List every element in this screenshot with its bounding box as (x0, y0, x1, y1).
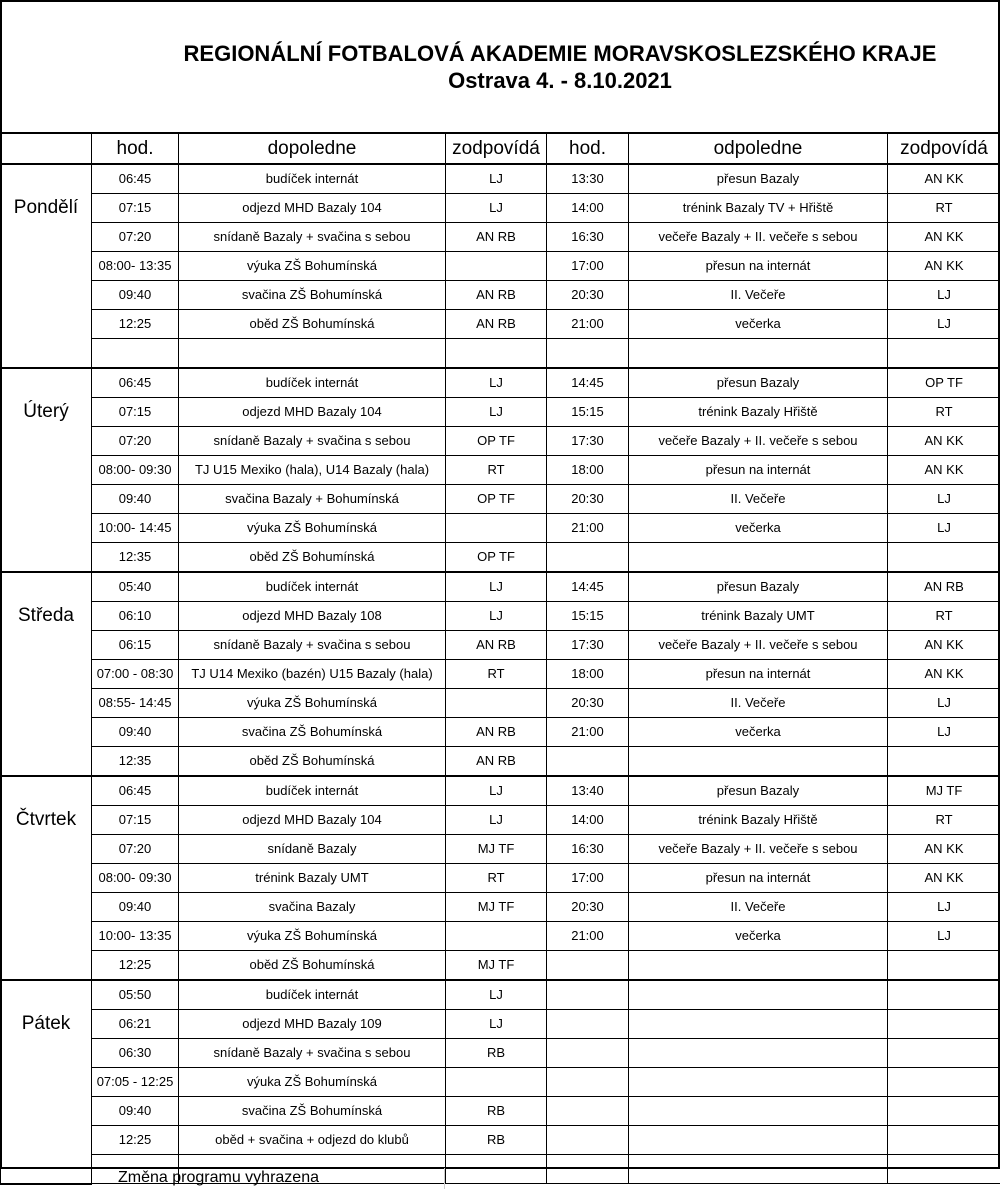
day-name: Čtvrtek (1, 806, 92, 835)
time-am: 07:00 - 08:30 (92, 660, 179, 689)
activity-pm: večerka (629, 310, 888, 339)
schedule-row (1, 602, 1000, 631)
responsible-am: RB (446, 1126, 547, 1155)
responsible-pm: MJ TF (888, 776, 1000, 806)
day-name: Pondělí (1, 194, 92, 223)
responsible-pm: AN RB (888, 572, 1000, 602)
activity-am: výuka ZŠ Bohumínská (179, 1068, 446, 1097)
time-am: 07:20 (92, 427, 179, 456)
time-pm: 18:00 (547, 660, 629, 689)
day-cell (1, 893, 92, 922)
activity-pm (629, 339, 888, 369)
activity-am: snídaně Bazaly + svačina s sebou (179, 223, 446, 252)
schedule-row (1, 951, 1000, 981)
responsible-pm: AN KK (888, 252, 1000, 281)
responsible-am (446, 1068, 547, 1097)
day-cell (1, 427, 92, 456)
responsible-am (446, 252, 547, 281)
responsible-pm: RT (888, 806, 1000, 835)
responsible-pm: LJ (888, 281, 1000, 310)
responsible-pm (888, 339, 1000, 369)
activity-pm: večeře Bazaly + II. večeře s sebou (629, 631, 888, 660)
time-pm: 13:40 (547, 776, 629, 806)
time-am: 09:40 (92, 485, 179, 514)
day-cell (1, 980, 92, 1010)
time-pm: 15:15 (547, 398, 629, 427)
responsible-am: LJ (446, 572, 547, 602)
responsible-pm: RT (888, 194, 1000, 223)
time-am: 06:45 (92, 164, 179, 194)
time-pm: 21:00 (547, 310, 629, 339)
time-am: 08:00- 13:35 (92, 252, 179, 281)
activity-pm: trénink Bazaly UMT (629, 602, 888, 631)
time-am: 12:25 (92, 310, 179, 339)
schedule-row (1, 310, 1000, 339)
day-cell (1, 164, 92, 194)
time-am: 12:35 (92, 543, 179, 573)
responsible-pm: RT (888, 398, 1000, 427)
schedule-row (1, 456, 1000, 485)
header-hour-am: hod. (92, 133, 179, 164)
activity-pm (629, 1010, 888, 1039)
time-pm: 20:30 (547, 689, 629, 718)
responsible-pm: AN KK (888, 164, 1000, 194)
responsible-am: OP TF (446, 427, 547, 456)
responsible-am: OP TF (446, 543, 547, 573)
activity-pm: přesun Bazaly (629, 164, 888, 194)
day-cell (1, 718, 92, 747)
day-cell (1, 339, 92, 369)
day-cell (1, 514, 92, 543)
header-responsible-pm: zodpovídá (888, 133, 1000, 164)
time-pm (547, 1126, 629, 1155)
activity-am: budíček internát (179, 164, 446, 194)
activity-pm (629, 1126, 888, 1155)
responsible-am: AN RB (446, 281, 547, 310)
activity-pm: večerka (629, 514, 888, 543)
activity-am: budíček internát (179, 980, 446, 1010)
time-am: 07:05 - 12:25 (92, 1068, 179, 1097)
responsible-am: AN RB (446, 310, 547, 339)
activity-pm (629, 1068, 888, 1097)
responsible-pm (888, 1097, 1000, 1126)
responsible-am: LJ (446, 164, 547, 194)
responsible-pm: AN KK (888, 660, 1000, 689)
day-cell (1, 689, 92, 718)
time-am: 07:20 (92, 835, 179, 864)
responsible-pm (888, 951, 1000, 981)
responsible-pm: LJ (888, 922, 1000, 951)
responsible-pm: RT (888, 602, 1000, 631)
day-cell (1, 1126, 92, 1155)
schedule-row (1, 776, 1000, 806)
day-cell (1, 922, 92, 951)
time-pm: 17:00 (547, 864, 629, 893)
responsible-pm: LJ (888, 893, 1000, 922)
activity-pm: trénink Bazaly Hřiště (629, 398, 888, 427)
activity-pm: večeře Bazaly + II. večeře s sebou (629, 223, 888, 252)
day-cell (1, 1068, 92, 1097)
responsible-am: RT (446, 456, 547, 485)
day-header (1, 133, 92, 164)
footer-note: Změna programu vyhrazena (118, 1169, 319, 1186)
header-afternoon: odpoledne (629, 133, 888, 164)
responsible-pm (888, 747, 1000, 777)
time-pm: 13:30 (547, 164, 629, 194)
responsible-pm: LJ (888, 485, 1000, 514)
day-cell (1, 223, 92, 252)
time-pm (547, 1155, 629, 1184)
responsible-pm: OP TF (888, 368, 1000, 398)
schedule-row (1, 281, 1000, 310)
schedule-row (1, 864, 1000, 893)
activity-pm: přesun na internát (629, 252, 888, 281)
schedule-row (1, 223, 1000, 252)
schedule-row (1, 893, 1000, 922)
time-am: 05:50 (92, 980, 179, 1010)
responsible-am: RB (446, 1097, 547, 1126)
activity-am: svačina ZŠ Bohumínská (179, 281, 446, 310)
time-am: 08:55- 14:45 (92, 689, 179, 718)
time-am: 08:00- 09:30 (92, 864, 179, 893)
time-am: 09:40 (92, 281, 179, 310)
schedule-row (1, 1126, 1000, 1155)
activity-pm (629, 747, 888, 777)
schedule-row (1, 1068, 1000, 1097)
time-am: 06:45 (92, 368, 179, 398)
day-cell (1, 776, 92, 806)
responsible-pm: LJ (888, 514, 1000, 543)
activity-am: výuka ZŠ Bohumínská (179, 689, 446, 718)
time-am: 07:15 (92, 398, 179, 427)
schedule-row (1, 980, 1000, 1010)
time-am: 12:25 (92, 951, 179, 981)
activity-pm: večerka (629, 718, 888, 747)
footer-divider (444, 1168, 445, 1189)
responsible-pm (888, 1126, 1000, 1155)
time-am (92, 339, 179, 369)
schedule-row (1, 1097, 1000, 1126)
time-pm: 14:45 (547, 368, 629, 398)
activity-am: oběd ZŠ Bohumínská (179, 310, 446, 339)
time-am: 08:00- 09:30 (92, 456, 179, 485)
activity-am: oběd ZŠ Bohumínská (179, 747, 446, 777)
time-am: 06:21 (92, 1010, 179, 1039)
activity-pm (629, 1097, 888, 1126)
responsible-pm (888, 1039, 1000, 1068)
activity-am: svačina Bazaly (179, 893, 446, 922)
time-pm: 20:30 (547, 281, 629, 310)
activity-pm (629, 980, 888, 1010)
header-hour-pm: hod. (547, 133, 629, 164)
day-cell (1, 310, 92, 339)
schedule-row (1, 368, 1000, 398)
schedule-row (1, 194, 1000, 223)
time-pm: 21:00 (547, 922, 629, 951)
day-cell (1, 485, 92, 514)
time-pm (547, 1010, 629, 1039)
time-pm: 18:00 (547, 456, 629, 485)
day-cell (1, 281, 92, 310)
responsible-am (446, 922, 547, 951)
activity-am: budíček internát (179, 368, 446, 398)
responsible-am: LJ (446, 368, 547, 398)
activity-pm: večeře Bazaly + II. večeře s sebou (629, 427, 888, 456)
activity-pm: přesun na internát (629, 660, 888, 689)
time-am: 07:15 (92, 806, 179, 835)
day-name: Úterý (1, 398, 92, 427)
time-am: 06:10 (92, 602, 179, 631)
responsible-pm: LJ (888, 718, 1000, 747)
time-pm: 20:30 (547, 893, 629, 922)
responsible-pm (888, 543, 1000, 573)
day-cell (1, 864, 92, 893)
responsible-pm: AN KK (888, 223, 1000, 252)
activity-am: snídaně Bazaly + svačina s sebou (179, 427, 446, 456)
day-cell (1, 631, 92, 660)
activity-am: oběd ZŠ Bohumínská (179, 951, 446, 981)
schedule-row (1, 1039, 1000, 1068)
time-pm: 20:30 (547, 485, 629, 514)
schedule-row (1, 806, 1000, 835)
day-cell (1, 368, 92, 398)
responsible-am: OP TF (446, 485, 547, 514)
time-pm: 21:00 (547, 514, 629, 543)
activity-pm (629, 1039, 888, 1068)
activity-am: výuka ZŠ Bohumínská (179, 514, 446, 543)
schedule-row (1, 718, 1000, 747)
activity-pm: přesun na internát (629, 456, 888, 485)
schedule-row (1, 689, 1000, 718)
responsible-pm: AN KK (888, 835, 1000, 864)
activity-pm (629, 951, 888, 981)
responsible-am: MJ TF (446, 893, 547, 922)
responsible-am: MJ TF (446, 951, 547, 981)
time-pm: 14:00 (547, 806, 629, 835)
time-am: 10:00- 14:45 (92, 514, 179, 543)
time-am: 09:40 (92, 718, 179, 747)
activity-pm: přesun Bazaly (629, 368, 888, 398)
time-pm: 17:00 (547, 252, 629, 281)
schedule-row (1, 660, 1000, 689)
day-cell (1, 1097, 92, 1126)
activity-am: výuka ZŠ Bohumínská (179, 252, 446, 281)
schedule-row (1, 427, 1000, 456)
responsible-am (446, 689, 547, 718)
responsible-am: AN RB (446, 747, 547, 777)
schedule-table (0, 132, 1000, 1185)
responsible-pm: AN KK (888, 631, 1000, 660)
activity-pm (629, 1155, 888, 1184)
schedule-row (1, 835, 1000, 864)
activity-pm: večerka (629, 922, 888, 951)
activity-am: svačina ZŠ Bohumínská (179, 1097, 446, 1126)
responsible-pm: LJ (888, 310, 1000, 339)
time-pm: 16:30 (547, 223, 629, 252)
schedule-body (1, 164, 1000, 1184)
activity-pm (629, 543, 888, 573)
time-am: 07:15 (92, 194, 179, 223)
time-pm: 14:00 (547, 194, 629, 223)
day-cell (1, 543, 92, 573)
responsible-pm: AN KK (888, 864, 1000, 893)
header-morning: dopoledne (179, 133, 446, 164)
day-cell (1, 951, 92, 981)
responsible-am: RT (446, 864, 547, 893)
time-pm (547, 980, 629, 1010)
responsible-am: AN RB (446, 718, 547, 747)
activity-pm: přesun Bazaly (629, 776, 888, 806)
title-place-date: Ostrava 4. - 8.10.2021 (448, 68, 672, 93)
responsible-pm: AN KK (888, 456, 1000, 485)
activity-pm: večeře Bazaly + II. večeře s sebou (629, 835, 888, 864)
day-name: Pátek (1, 1010, 92, 1039)
responsible-am: LJ (446, 980, 547, 1010)
time-pm (547, 1068, 629, 1097)
day-cell (1, 747, 92, 777)
time-am: 06:15 (92, 631, 179, 660)
time-am: 12:25 (92, 1126, 179, 1155)
responsible-am: RT (446, 660, 547, 689)
day-cell (1, 456, 92, 485)
time-am: 07:20 (92, 223, 179, 252)
time-pm: 16:30 (547, 835, 629, 864)
time-pm: 21:00 (547, 718, 629, 747)
time-pm (547, 1097, 629, 1126)
activity-am: snídaně Bazaly + svačina s sebou (179, 1039, 446, 1068)
time-pm (547, 1039, 629, 1068)
activity-pm: trénink Bazaly TV + Hřiště (629, 194, 888, 223)
time-pm: 17:30 (547, 631, 629, 660)
activity-am: snídaně Bazaly (179, 835, 446, 864)
responsible-am (446, 514, 547, 543)
time-pm: 15:15 (547, 602, 629, 631)
activity-am: oběd ZŠ Bohumínská (179, 543, 446, 573)
responsible-pm: LJ (888, 689, 1000, 718)
schedule-row (1, 747, 1000, 777)
time-am: 09:40 (92, 893, 179, 922)
time-am: 12:35 (92, 747, 179, 777)
activity-am: budíček internát (179, 776, 446, 806)
activity-am (179, 339, 446, 369)
responsible-am (446, 1155, 547, 1184)
activity-am: oběd + svačina + odjezd do klubů (179, 1126, 446, 1155)
responsible-am (446, 339, 547, 369)
responsible-pm (888, 980, 1000, 1010)
schedule-row (1, 252, 1000, 281)
time-am: 06:45 (92, 776, 179, 806)
day-cell (1, 835, 92, 864)
activity-am: TJ U14 Mexiko (bazén) U15 Bazaly (hala) (179, 660, 446, 689)
header-row (1, 133, 1000, 164)
time-pm (547, 543, 629, 573)
responsible-am: LJ (446, 194, 547, 223)
schedule-row (1, 485, 1000, 514)
responsible-am: AN RB (446, 223, 547, 252)
activity-am: odjezd MHD Bazaly 109 (179, 1010, 446, 1039)
responsible-am: LJ (446, 398, 547, 427)
day-cell (1, 660, 92, 689)
time-am: 06:30 (92, 1039, 179, 1068)
schedule-row (1, 543, 1000, 573)
activity-pm: trénink Bazaly Hřiště (629, 806, 888, 835)
activity-am: odjezd MHD Bazaly 104 (179, 194, 446, 223)
responsible-am: LJ (446, 806, 547, 835)
activity-pm: přesun na internát (629, 864, 888, 893)
time-am: 09:40 (92, 1097, 179, 1126)
day-cell (1, 1155, 92, 1184)
responsible-pm (888, 1010, 1000, 1039)
schedule-row (1, 398, 1000, 427)
title-academy: REGIONÁLNÍ FOTBALOVÁ AKADEMIE MORAVSKOSLEZSKÉHO KRAJE (183, 41, 937, 66)
schedule-row (1, 572, 1000, 602)
activity-am: budíček internát (179, 572, 446, 602)
schedule-row (1, 631, 1000, 660)
time-pm (547, 951, 629, 981)
responsible-am: MJ TF (446, 835, 547, 864)
activity-am: TJ U15 Mexiko (hala), U14 Bazaly (hala) (179, 456, 446, 485)
schedule-row (1, 1010, 1000, 1039)
activity-pm: II. Večeře (629, 485, 888, 514)
responsible-pm: AN KK (888, 427, 1000, 456)
activity-am: výuka ZŠ Bohumínská (179, 922, 446, 951)
day-name: Středa (1, 602, 92, 631)
responsible-am: LJ (446, 1010, 547, 1039)
time-pm: 17:30 (547, 427, 629, 456)
schedule-row (1, 514, 1000, 543)
activity-pm: II. Večeře (629, 689, 888, 718)
time-pm (547, 339, 629, 369)
responsible-am: RB (446, 1039, 547, 1068)
responsible-am: LJ (446, 602, 547, 631)
header-responsible-am: zodpovídá (446, 133, 547, 164)
activity-am: snídaně Bazaly + svačina s sebou (179, 631, 446, 660)
document-title (80, 40, 1000, 94)
activity-am: odjezd MHD Bazaly 108 (179, 602, 446, 631)
time-am: 05:40 (92, 572, 179, 602)
responsible-am: LJ (446, 776, 547, 806)
activity-am: odjezd MHD Bazaly 104 (179, 398, 446, 427)
activity-am: svačina ZŠ Bohumínská (179, 718, 446, 747)
schedule-row (1, 922, 1000, 951)
responsible-pm (888, 1068, 1000, 1097)
activity-am: trénink Bazaly UMT (179, 864, 446, 893)
activity-am: svačina Bazaly + Bohumínská (179, 485, 446, 514)
day-cell (1, 252, 92, 281)
time-pm: 14:45 (547, 572, 629, 602)
time-am: 10:00- 13:35 (92, 922, 179, 951)
activity-am: odjezd MHD Bazaly 104 (179, 806, 446, 835)
schedule-row (1, 164, 1000, 194)
activity-pm: přesun Bazaly (629, 572, 888, 602)
responsible-pm (888, 1155, 1000, 1184)
schedule-row (1, 339, 1000, 369)
activity-pm: II. Večeře (629, 893, 888, 922)
day-cell (1, 1039, 92, 1068)
responsible-am: AN RB (446, 631, 547, 660)
time-pm (547, 747, 629, 777)
activity-pm: II. Večeře (629, 281, 888, 310)
day-cell (1, 572, 92, 602)
